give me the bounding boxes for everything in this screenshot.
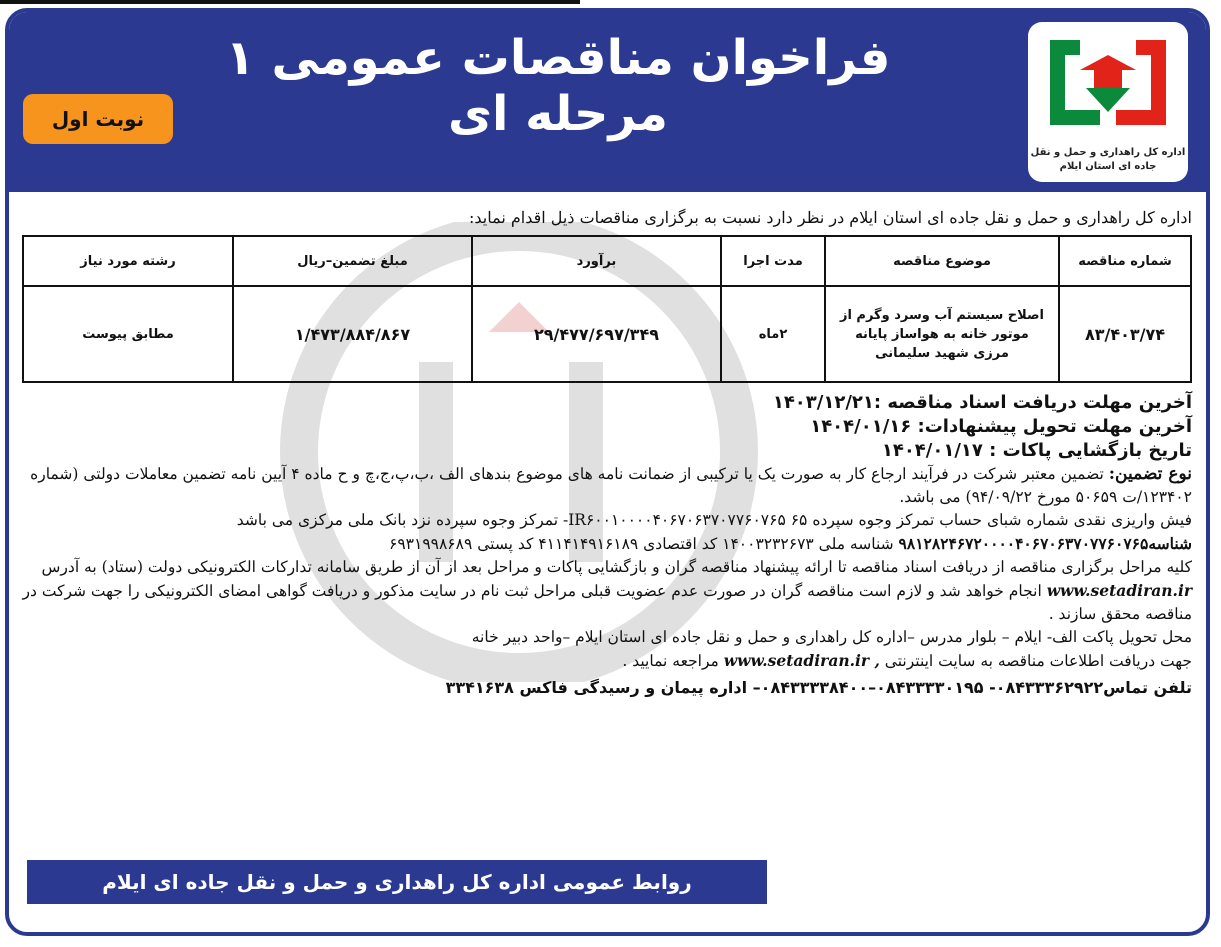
road-logo-icon (1040, 30, 1176, 140)
cell-subject: اصلاح سیستم آب وسرد وگرم از موتور خانه به هواساز پایانه مرزی شهید سلیمانی (825, 286, 1059, 382)
round-badge: نوبت اول (23, 94, 173, 144)
setadiran-link[interactable]: www.setadiran.ir (1046, 581, 1192, 600)
footer-banner: روابط عمومی اداره کل راهداری و حمل و نقل جاده ای ایلام (27, 860, 767, 904)
shenase-value: ۹۸۱۲۸۲۴۶۷۲۰۰۰۰۴۰۶۷۰۶۳۷۰۷۷۶۰۷۶۵ (898, 534, 1149, 553)
organization-logo (1028, 22, 1188, 182)
info-part2: مراجعه نمایید . (622, 652, 724, 670)
cell-duration: ۲ماه (721, 286, 825, 382)
intro-text: اداره کل راهداری و حمل و نقل جاده ای استان ایلام در نظر دارد نسبت به برگزاری مناقصات ذیل اقدام نماید: (468, 208, 1192, 227)
cell-field: مطابق پیوست (23, 286, 233, 382)
payment-part2: شناسه ملی ۱۴۰۰۳۲۳۲۶۷۳ کد اقتصادی ۴۱۱۴۱۴۹۱۶۱۸۹ کد پستی ۶۹۳۱۹۹۸۶۸۹ (389, 535, 899, 553)
announcement-body (22, 208, 1192, 701)
contact-line: تلفن تماس۰۸۴۳۳۳۶۲۹۲۲- ۰۸۴۳۳۳۳۰۱۹۵–۰۸۴۳۳۳۳۸۴۰۰– اداره پیمان و رسیدگی فاکس ۳۳۴۱۶۳۸ (445, 678, 1192, 697)
page-title: فراخوان مناقصات عمومی ۱ مرحله ای (225, 30, 891, 142)
guarantee-body: تضمین معتبر شرکت در فرآیند ارجاع کار به صورت یک یا ترکیبی از ضمانت نامه های موضوع بندهای الف ،ب،پ،ج،چ و ح ماده ۴ آیین نامه تضمین معاملات دولتی (شماره ۱۲۳۴۰۲/ت ۵۰۶۵۹ مورخ ۹۴/۰۹/۲۲) می باشد. (30, 465, 1192, 506)
payment-paragraph (22, 509, 1192, 556)
col-duration-header: مدت اجرا (721, 236, 825, 286)
delivery-paragraph: محل تحویل پاکت الف- ایلام – بلوار مدرس –اداره کل راهداری و حمل و نقل جاده ای استان ایلام –واحد دبیر خانه (471, 628, 1192, 646)
tender-table (22, 235, 1192, 383)
guarantee-label: نوع تضمین: (1108, 464, 1192, 484)
col-field-header: رشته مورد نیاز (23, 236, 233, 286)
procedure-part1: کلیه مراحل برگزاری مناقصه از دریافت اسناد مناقصه تا ارائه پیشنهاد مناقصه گران و بازگشایی پاکات و مراحل بعد از آن از طریق سامانه تدارکات الکترونیکی دولت (ستاد) به آدرس (41, 558, 1192, 576)
top-rule (0, 0, 580, 4)
deadline-opening: تاریخ بازگشایی پاکات : ۱۴۰۴/۰۱/۱۷ (881, 440, 1192, 461)
col-subject-header: موضوع مناقصه (825, 236, 1059, 286)
announcement-frame (5, 8, 1210, 936)
deadline-offers: آخرین مهلت تحویل پیشنهادات: ۱۴۰۴/۰۱/۱۶ (810, 416, 1192, 437)
col-guarantee-header: مبلغ تضمین–ریال (233, 236, 472, 286)
info-link[interactable]: www.setadiran.ir , (723, 651, 880, 670)
procedure-paragraph (22, 556, 1192, 626)
col-number-header: شماره مناقصه (1059, 236, 1191, 286)
shenase-label: شناسه (1148, 534, 1192, 553)
header-banner (9, 12, 1206, 192)
cell-number: ۸۳/۴۰۳/۷۴ (1059, 286, 1191, 382)
table-header-row (23, 236, 1191, 286)
logo-caption-line2: جاده ای استان ایلام (1059, 161, 1157, 172)
col-estimate-header: برآورد (472, 236, 721, 286)
info-paragraph (22, 649, 1192, 673)
guarantee-paragraph (22, 463, 1192, 509)
logo-caption-line1: اداره کل راهداری و حمل و نقل (1030, 147, 1186, 158)
cell-guarantee: ۱/۴۷۳/۸۸۴/۸۶۷ (233, 286, 472, 382)
deadline-docs: آخرین مهلت دریافت اسناد مناقصه :۱۴۰۳/۱۲/۲۱ (772, 392, 1192, 413)
info-part1: جهت دریافت اطلاعات مناقصه به سایت اینترنتی (879, 652, 1192, 670)
cell-estimate: ۲۹/۴۷۷/۶۹۷/۳۴۹ (472, 286, 721, 382)
payment-part1: فیش واریزی نقدی شماره شبای حساب تمرکز وجوه سپرده ۶۵ IR۶۰۰۱۰۰۰۰۴۰۶۷۰۶۳۷۰۷۷۶۰۷۶۵- تمرکز وجوه سپرده نزد بانک ملی مرکزی می باشد (236, 511, 1192, 529)
table-row (23, 286, 1191, 382)
procedure-part2: انجام خواهد شد و لازم است مناقصه گران در صورت عدم عضویت قبلی مراحل ثبت نام در سایت مذکور و دریافت گواهی امضای الکترونیکی را جهت شرکت در مناقصه محقق سازند . (22, 582, 1192, 623)
